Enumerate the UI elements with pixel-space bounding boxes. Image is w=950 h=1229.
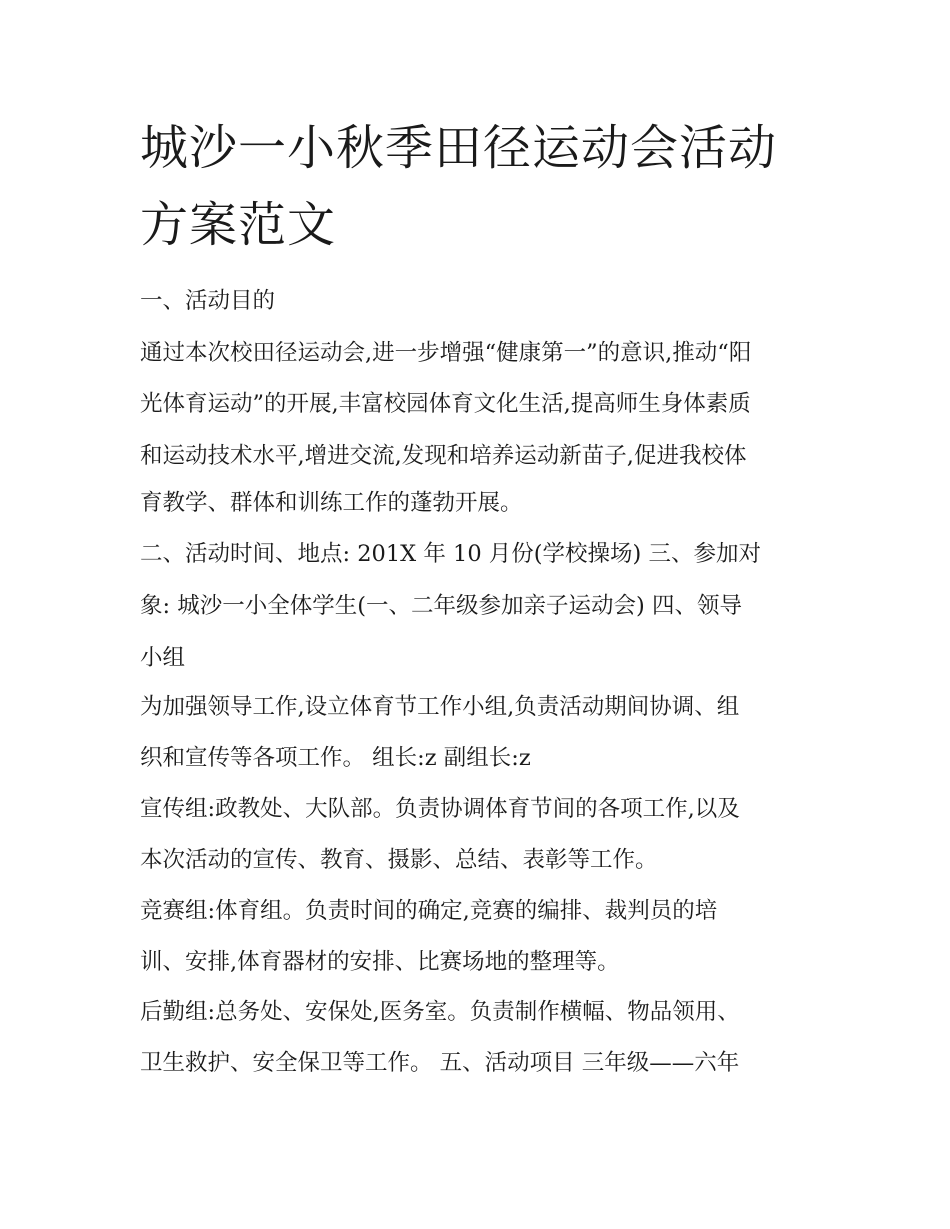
body-line: 育教学、群体和训练工作的蓬勃开展。 — [140, 490, 523, 516]
section-heading-purpose: 一、活动目的 — [140, 288, 276, 314]
body-line: 和运动技术水平,增进交流,发现和培养运动新苗子,促进我校体 — [140, 443, 747, 469]
body-line: 象: 城沙一小全体学生(一、二年级参加亲子运动会) 四、领导 — [140, 593, 742, 619]
document-title-line-2: 方案范文 — [140, 197, 337, 253]
body-line: 竞赛组:体育组。负责时间的确定,竞赛的编排、裁判员的培 — [140, 898, 718, 924]
body-line: 为加强领导工作,设立体育节工作小组,负责活动期间协调、组 — [140, 694, 740, 720]
body-line: 通过本次校田径运动会,进一步增强“健康第一”的意识,推动“阳 — [140, 340, 752, 366]
body-line: 光体育运动”的开展,丰富校园体育文化生活,提高师生身体素质 — [140, 391, 751, 417]
body-line: 织和宣传等各项工作。 组长:z 副组长:z — [140, 745, 531, 771]
body-line: 训、安排,体育器材的安排、比赛场地的整理等。 — [140, 949, 620, 975]
body-line: 二、活动时间、地点: 201X 年 10 月份(学校操场) 三、参加对 — [140, 541, 761, 567]
body-line: 本次活动的宣传、教育、摄影、总结、表彰等工作。 — [140, 847, 658, 873]
body-line: 卫生救护、安全保卫等工作。 五、活动项目 三年级——六年 — [140, 1050, 740, 1076]
body-line: 宣传组:政教处、大队部。负责协调体育节间的各项工作,以及 — [140, 796, 740, 822]
body-line: 小组 — [140, 645, 186, 671]
body-line: 后勤组:总务处、安保处,医务室。负责制作横幅、物品领用、 — [140, 999, 740, 1025]
document-title-line-1: 城沙一小秋季田径运动会活动 — [140, 120, 778, 176]
